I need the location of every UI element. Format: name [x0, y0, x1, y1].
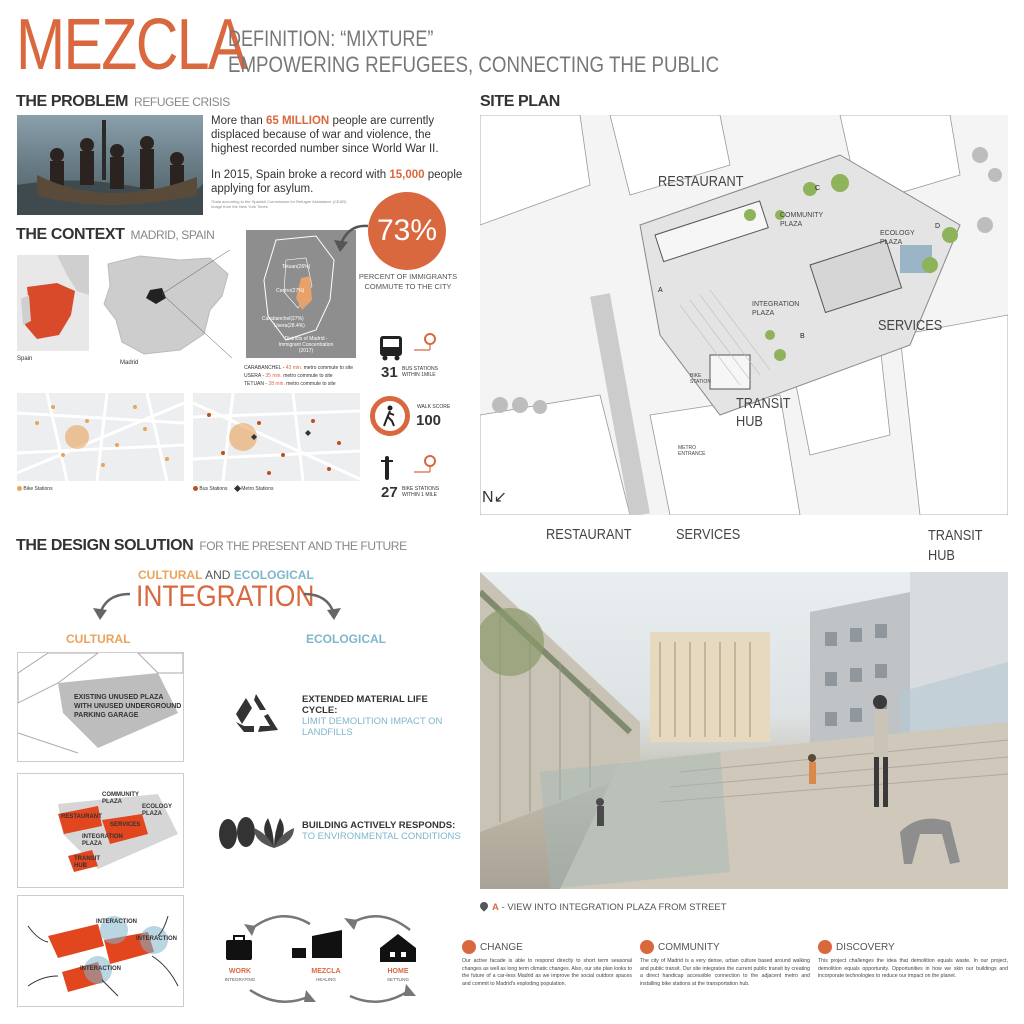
pct-caption: [358, 272, 458, 292]
eco2-subtitle: TO ENVIRONMENTAL CONDITIONS: [302, 831, 461, 842]
problem-title: THE PROBLEM: [16, 93, 129, 110]
bus-legend-label: Bus Stations: [199, 486, 228, 492]
eco1-text: [302, 694, 452, 738]
viewpoint-b: B: [800, 333, 805, 340]
bus-stat-label: BUS STATIONS WITHIN 1MILE: [402, 366, 438, 378]
commute-name: CARABANCHEL: [244, 365, 282, 371]
interaction-label-2: INTERACTION: [136, 936, 177, 942]
site-label-community: COMMUNITY PLAZA: [780, 212, 824, 228]
districts-caption: [276, 336, 336, 354]
discovery-text: This project challenges the idea that demolition equals waste. In our project, demolition equals opportunity. Opportunities in how we skin our buildings and incorporate technologies to reduce our impact on the planet.: [818, 958, 1008, 979]
bike-legend-label: Bike Stations: [23, 486, 53, 492]
caption-a: A: [492, 902, 499, 913]
cycle-work: [220, 968, 260, 984]
plaza-render: [480, 572, 1008, 889]
change-block: [462, 940, 632, 988]
col-cultural: CULTURAL: [66, 632, 131, 646]
change-text: Our active facade is able to respond directly to short term seasonal changes as well as long term climatic changes. Also, our site plan looks to the future of a car-less Madrid as we improve the social outdoor spaces and commit to Madrid's exploding population.: [462, 958, 632, 987]
col-ecological: ECOLOGICAL: [306, 632, 386, 646]
context-title: THE CONTEXT: [16, 226, 125, 243]
problem-text-2b: people applying for asylum.: [211, 169, 463, 195]
title-tagline: EMPOWERING REFUGEES, CONNECTING THE PUBLIC: [228, 52, 720, 77]
seeds-icon: [214, 812, 298, 852]
transit-stations-map: [193, 393, 360, 481]
commute-row: TETUAN - 28 min. metro commute to site: [244, 381, 336, 387]
districts-caption-1: Districts of Madrid -: [284, 336, 328, 342]
transit-legend: [193, 486, 274, 492]
site-label-integration: INTEGRATION PLAZA: [752, 301, 800, 317]
title-definition: DEFINITION: “MIXTURE”: [228, 26, 434, 51]
bus-dot-icon: [193, 486, 198, 491]
context-heading: [16, 226, 214, 244]
discovery-title: DISCOVERY: [836, 941, 895, 953]
diag-restaurant: RESTAURANT: [61, 814, 102, 820]
design-subtitle: FOR THE PRESENT AND THE FUTURE: [199, 539, 407, 553]
district-usera: Usera(28.4%): [274, 323, 305, 329]
site-plan-map: [480, 115, 1008, 515]
commute-name: USERA: [244, 373, 261, 379]
commute-name: TETUAN: [244, 381, 264, 387]
metro-legend-label: Metro Stations: [241, 486, 274, 492]
recycle-icon: [232, 692, 280, 736]
pin-icon: [414, 332, 440, 354]
commute-rest: metro commute to site: [281, 373, 333, 379]
district-centro: Centro(27%): [276, 288, 305, 294]
diag-transit: TRANSIT HUB: [74, 856, 100, 869]
footnote-2: Image from the New York Times: [211, 204, 268, 209]
pct-caption-1: PERCENT OF IMMIGRANTS: [358, 272, 458, 281]
site-label-restaurant: RESTAURANT: [658, 173, 744, 190]
location-pin-icon: [478, 900, 489, 911]
render-label-restaurant: RESTAURANT: [546, 526, 632, 543]
bike-icon: [379, 454, 395, 482]
north-arrow-icon: ↙: [493, 489, 507, 506]
walk-stat-label: WALK SCORE: [417, 404, 451, 410]
render-label-transit: [928, 526, 983, 566]
site-plan-heading: SITE PLAN: [480, 93, 560, 110]
site-label-bike: BIKE STATION: [690, 373, 711, 385]
district-carabanchel: Carabanchel(27%): [262, 316, 304, 322]
arrow-right-icon: [300, 588, 344, 624]
eco2-text: [302, 820, 462, 842]
footnote-1: *Data according to the Spanish Commission for Refugee Assistance (CEAR): [211, 199, 347, 204]
cycle-mezcla: [306, 968, 346, 984]
cycle-home-label: HOME: [387, 968, 409, 975]
diag-community: COMMUNITY PLAZA: [102, 792, 139, 805]
arrow-left-icon: [90, 588, 134, 624]
site-label-ecology: ECOLOGY PLAZA: [880, 230, 915, 246]
walk-stat-num: 100: [416, 412, 442, 429]
plaza-note: [74, 693, 181, 720]
district-tetuan: Tetuan(26%): [282, 264, 311, 270]
design-title: THE DESIGN SOLUTION: [16, 537, 194, 554]
render-label-transit-1: TRANSIT: [928, 527, 983, 544]
pct-value: 73%: [376, 214, 438, 247]
interaction-label-3: INTERACTION: [80, 966, 121, 972]
commute-row: CARABANCHEL - 43 min. metro commute to site: [244, 365, 354, 371]
cycle-diagram: [220, 910, 460, 1010]
site-label-services: SERVICES: [878, 317, 943, 334]
pin-icon: [414, 454, 440, 476]
problem-heading: [16, 93, 230, 111]
problem-highlight-15k: 15,000: [389, 169, 425, 181]
commute-time: 43 min.: [285, 365, 303, 371]
community-title: COMMUNITY: [658, 941, 720, 953]
bike-legend: [17, 486, 53, 492]
render-label-services: SERVICES: [676, 526, 741, 543]
problem-text-2a: In 2015, Spain broke a record with: [211, 169, 390, 181]
cycle-work-sub: INTEGRATING: [224, 977, 256, 982]
curved-arrow-icon: [328, 222, 372, 256]
plaza-note-1: EXISTING UNUSED PLAZA: [74, 694, 164, 701]
europe-map: [17, 255, 89, 351]
discovery-header: [818, 940, 1008, 954]
community-icon: [640, 940, 654, 954]
viewpoint-d: D: [935, 223, 941, 230]
cycle-home: [378, 968, 418, 984]
cycle-home-sub: SETTLING: [386, 977, 409, 982]
walk-icon: [370, 396, 410, 436]
and-word: AND: [202, 568, 234, 582]
eco1-title: EXTENDED MATERIAL LIFE CYCLE:: [302, 694, 428, 716]
cycle-mezcla-sub: HEALING: [316, 977, 336, 982]
commute-row: USERA - 35 min. metro commute to site: [244, 373, 333, 379]
commute-time: 35 min.: [265, 373, 282, 379]
interaction-label-1: INTERACTION: [96, 919, 137, 925]
diag-integration: INTEGRATION PLAZA: [82, 834, 123, 847]
render-label-transit-2: HUB: [928, 547, 955, 564]
spain-label: Spain: [17, 356, 33, 362]
diagram-interaction: [17, 895, 184, 1007]
caption-text: - VIEW INTO INTEGRATION PLAZA FROM STREET: [498, 902, 727, 913]
problem-subtitle: REFUGEE CRISIS: [134, 95, 230, 109]
commute-list: [244, 364, 364, 388]
diagram-program: [17, 773, 184, 888]
page-title: MEZCLA: [16, 5, 246, 85]
refugee-photo: [17, 115, 203, 215]
pct-caption-2: COMMUTE TO THE CITY: [364, 282, 452, 291]
bus-stat-num: 31: [381, 364, 398, 381]
search-icon: [818, 940, 832, 954]
eco2-title: BUILDING ACTIVELY RESPONDS:: [302, 820, 456, 831]
problem-text-1a: More than: [211, 115, 266, 127]
change-title: CHANGE: [480, 941, 523, 953]
viewpoint-c: C: [815, 185, 821, 192]
design-heading: [16, 537, 407, 555]
community-block: [640, 940, 810, 988]
commute-time: 28 min.: [268, 381, 285, 387]
problem-footnote: [211, 199, 346, 209]
plaza-note-3: PARKING GARAGE: [74, 712, 139, 719]
madrid-label: Madrid: [120, 360, 139, 366]
change-header: [462, 940, 632, 954]
bike-stat-num: 27: [381, 484, 398, 501]
bike-dot-icon: [17, 486, 22, 491]
community-text: The city of Madrid is a very dense, urban culture based around walking and public transit. Our site integrates the current public transit by creating a direct handicap accessible connection to the adjacent metro and installing bike stations at the transportation hub.: [640, 958, 810, 987]
plaza-note-2: WITH UNUSED UNDERGROUND: [74, 703, 182, 710]
bike-stations-map: [17, 393, 184, 481]
ecological-word: ECOLOGICAL: [233, 568, 314, 582]
change-icon: [462, 940, 476, 954]
render-caption: [480, 902, 727, 913]
commute-rest: metro commute to site: [284, 381, 336, 387]
problem-text-2: [211, 168, 467, 196]
site-label-transit: TRANSIT HUB: [736, 395, 791, 430]
problem-text-1: [211, 114, 467, 156]
bike-stat-label: BIKE STATIONS WITHIN 1 MILE: [402, 486, 440, 498]
districts-caption-2: Immigrant Concentration: [278, 342, 334, 348]
cycle-work-label: WORK: [228, 968, 252, 975]
diag-ecology: ECOLOGY PLAZA: [142, 804, 172, 817]
districts-caption-3: (2017): [298, 348, 314, 354]
problem-text-1b: people are currently displaced because of war and violence, the highest recorded number since World War II.: [211, 115, 439, 155]
commute-rest: metro commute to site: [302, 365, 354, 371]
eco1-subtitle: LIMIT DEMOLITION IMPACT ON LANDFILLS: [302, 716, 443, 738]
diag-services: SERVICES: [110, 822, 141, 828]
diagram-existing-plaza: [17, 652, 184, 762]
integration-title: INTEGRATION: [136, 580, 315, 613]
discovery-block: [818, 940, 1008, 981]
site-label-metro: METRO ENTRANCE: [678, 445, 706, 457]
problem-highlight-65m: 65 MILLION: [265, 115, 330, 127]
cultural-word: CULTURAL: [138, 568, 203, 582]
pct-circle: [368, 192, 446, 270]
viewpoint-a: A: [658, 287, 663, 294]
north-label: N: [482, 489, 494, 506]
north-arrow: [482, 487, 507, 507]
cycle-mezcla-label: MEZCLA: [311, 968, 341, 975]
community-header: [640, 940, 810, 954]
metro-diamond-icon: [234, 485, 241, 492]
spain-map: [100, 250, 240, 358]
bus-icon: [377, 334, 405, 362]
context-subtitle: MADRID, SPAIN: [130, 228, 215, 242]
